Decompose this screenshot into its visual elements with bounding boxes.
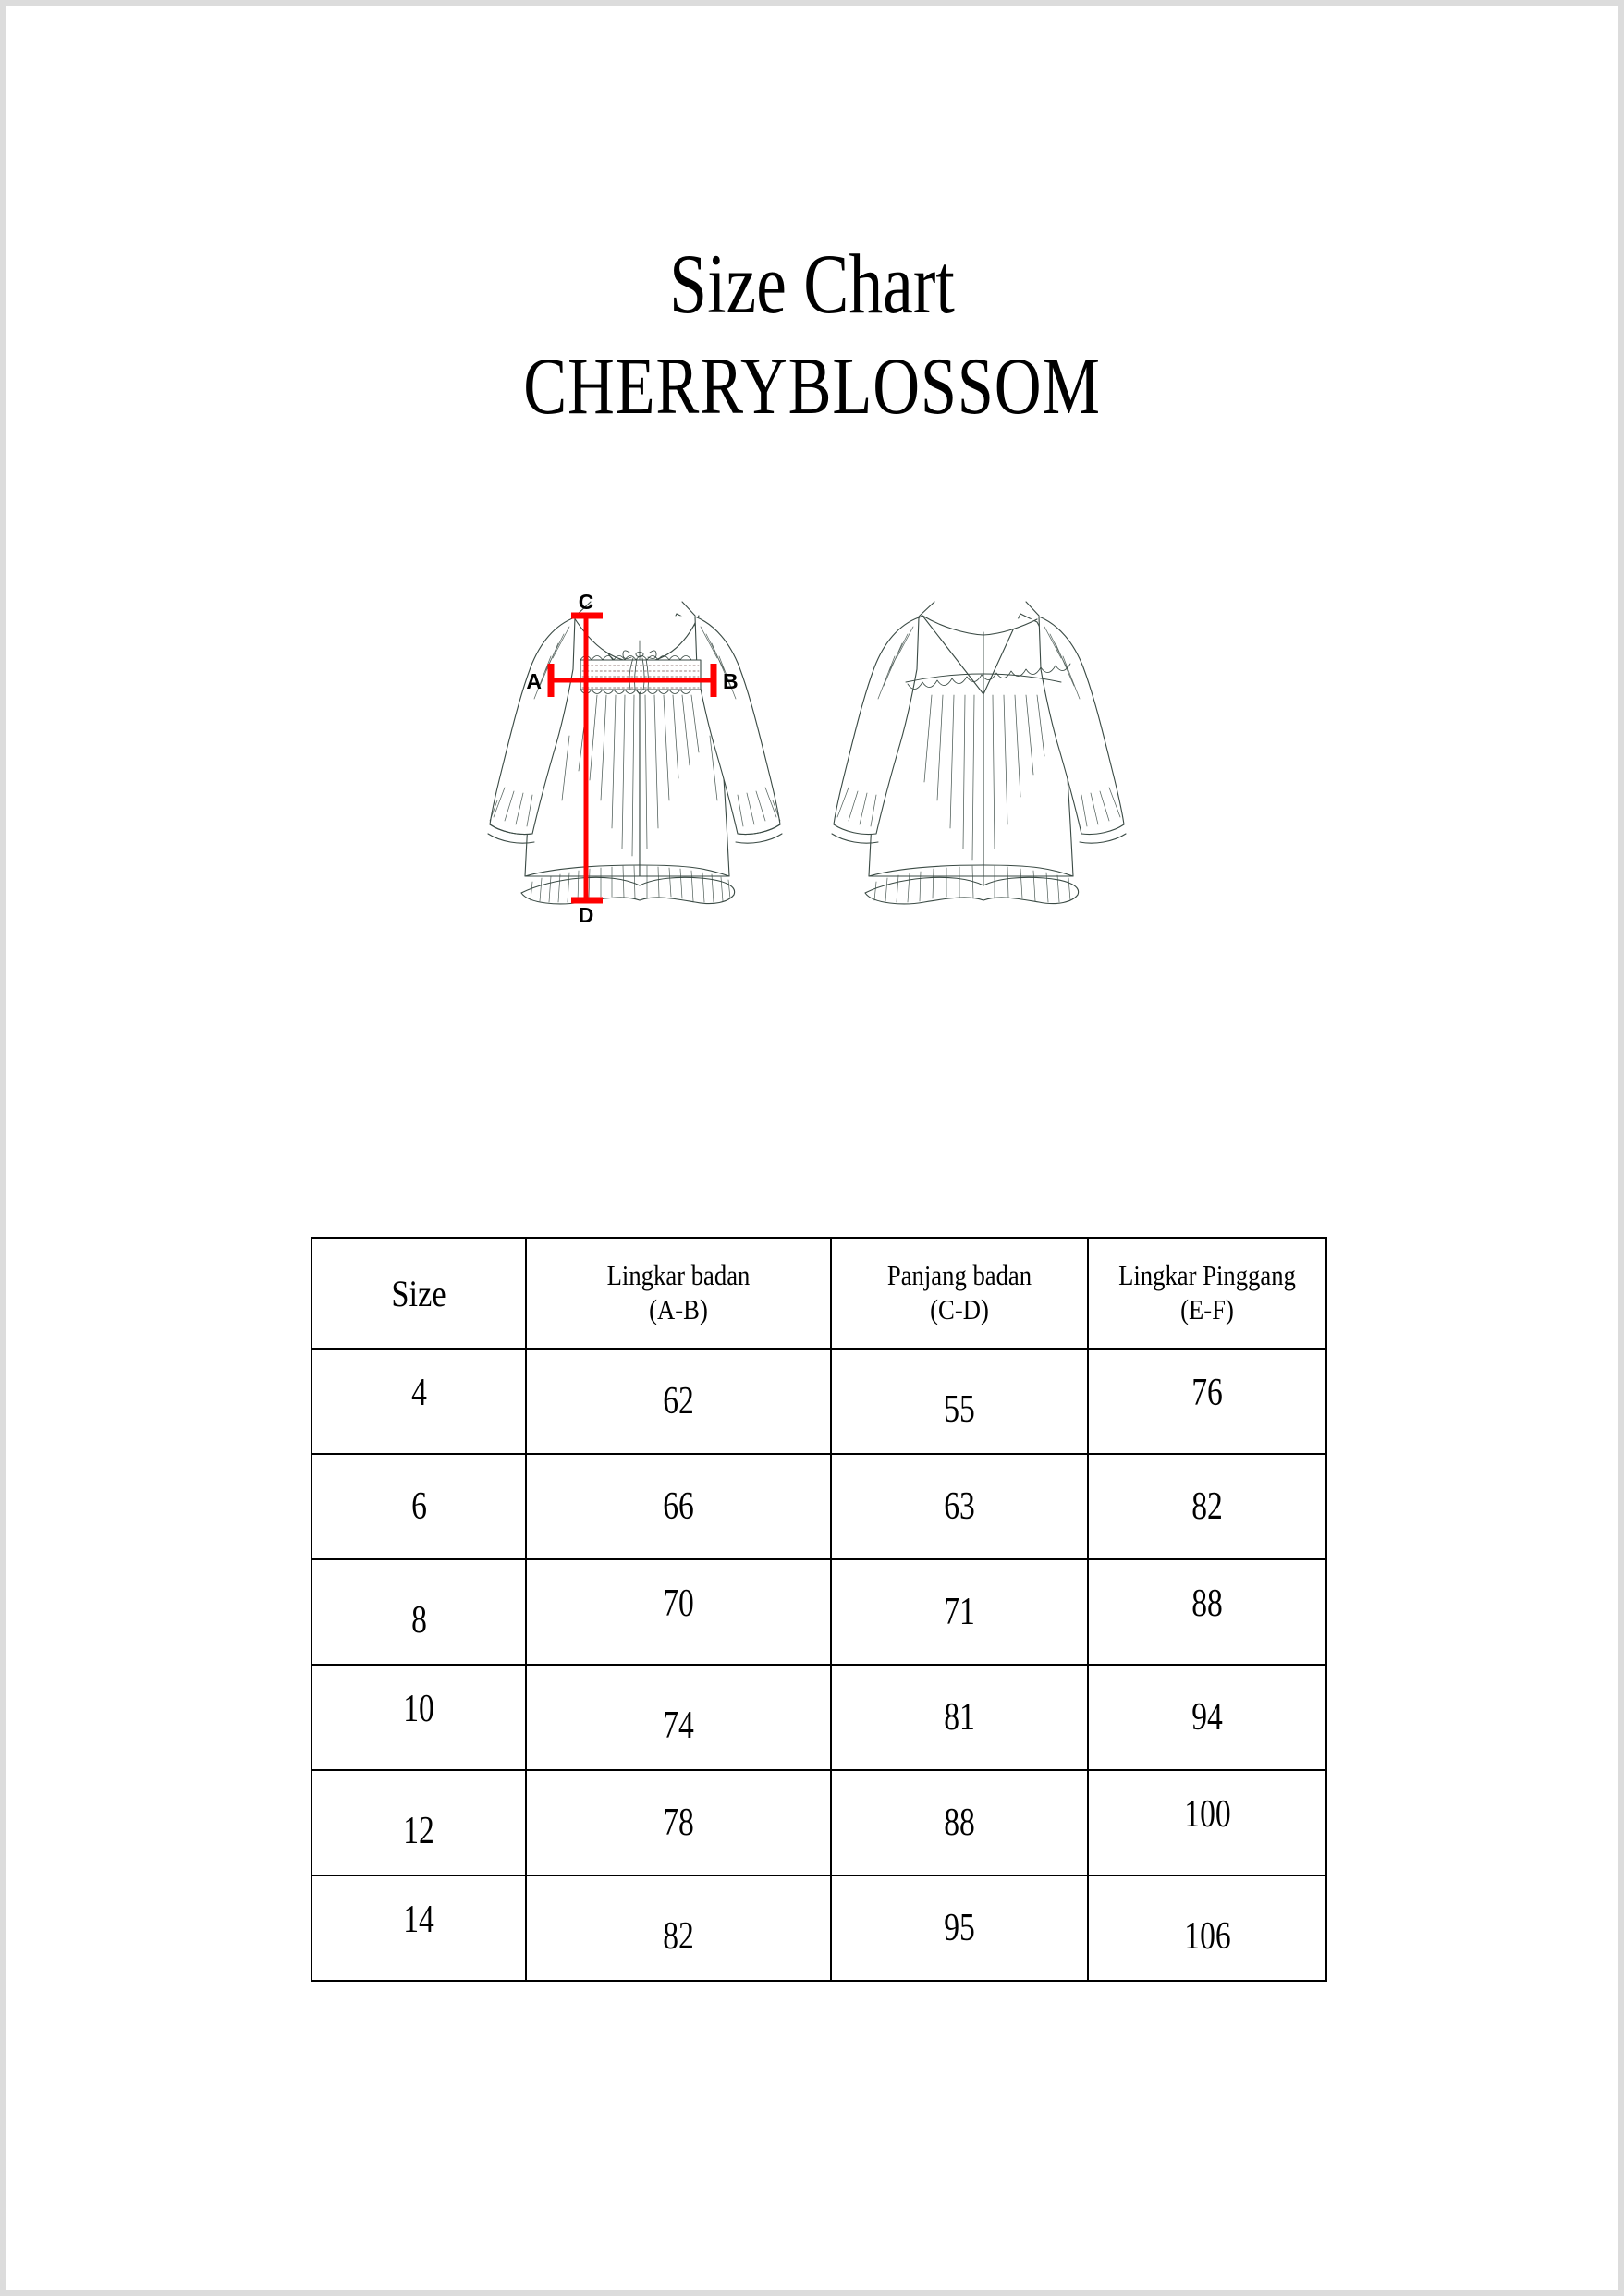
cell-length: 63 xyxy=(831,1454,1088,1559)
column-header-chest-code: (A-B) xyxy=(649,1293,708,1325)
page-title: Size Chart xyxy=(669,237,955,331)
cell-chest: 66 xyxy=(526,1454,831,1559)
cell-size: 8 xyxy=(311,1559,526,1665)
marker-label-b: B xyxy=(723,669,739,693)
cell-waist: 94 xyxy=(1088,1665,1326,1770)
marker-label-c: C xyxy=(578,590,594,614)
size-table xyxy=(311,1237,1327,1982)
column-header-size: Size xyxy=(326,1238,511,1349)
cell-length: 81 xyxy=(831,1665,1088,1770)
cell-waist: 106 xyxy=(1088,1875,1326,1981)
table-row xyxy=(311,1770,1326,1875)
cell-size: 6 xyxy=(311,1454,526,1559)
column-header-waist-code: (E-F) xyxy=(1180,1293,1234,1325)
column-header-length-title: Panjang badan xyxy=(886,1259,1032,1292)
cell-chest: 82 xyxy=(526,1875,831,1981)
cell-length: 95 xyxy=(831,1875,1088,1981)
cell-waist: 76 xyxy=(1088,1349,1326,1454)
title-block xyxy=(6,237,1618,432)
column-header-length-code: (C-D) xyxy=(930,1293,989,1325)
dress-illustration xyxy=(440,523,1179,995)
brand-title: CHERRYBLOSSOM xyxy=(523,342,1101,432)
column-header-waist-title: Lingkar Pinggang xyxy=(1118,1259,1296,1292)
cell-size: 4 xyxy=(311,1349,526,1454)
cell-length: 88 xyxy=(831,1770,1088,1875)
table-row xyxy=(311,1875,1326,1981)
column-header-waist xyxy=(1088,1238,1326,1349)
cell-waist: 88 xyxy=(1088,1559,1326,1665)
column-header-length xyxy=(831,1238,1088,1349)
cell-chest: 78 xyxy=(526,1770,831,1875)
cell-waist: 100 xyxy=(1088,1770,1326,1875)
table-row xyxy=(311,1559,1326,1665)
cell-chest: 62 xyxy=(526,1349,831,1454)
cell-chest: 70 xyxy=(526,1559,831,1665)
cell-chest: 74 xyxy=(526,1665,831,1770)
marker-label-a: A xyxy=(526,669,542,693)
cell-size: 14 xyxy=(311,1875,526,1981)
table-row xyxy=(311,1349,1326,1454)
marker-label-d: D xyxy=(578,903,594,927)
column-header-chest-title: Lingkar badan xyxy=(606,1259,751,1292)
table-header-row xyxy=(311,1238,1326,1349)
column-header-chest xyxy=(526,1238,831,1349)
cell-size: 12 xyxy=(311,1770,526,1875)
cell-length: 71 xyxy=(831,1559,1088,1665)
table-row xyxy=(311,1454,1326,1559)
table-row xyxy=(311,1665,1326,1770)
cell-waist: 82 xyxy=(1088,1454,1326,1559)
cell-size: 10 xyxy=(311,1665,526,1770)
front-dress-outline xyxy=(488,602,782,904)
cell-length: 55 xyxy=(831,1349,1088,1454)
back-dress-outline xyxy=(832,602,1126,904)
